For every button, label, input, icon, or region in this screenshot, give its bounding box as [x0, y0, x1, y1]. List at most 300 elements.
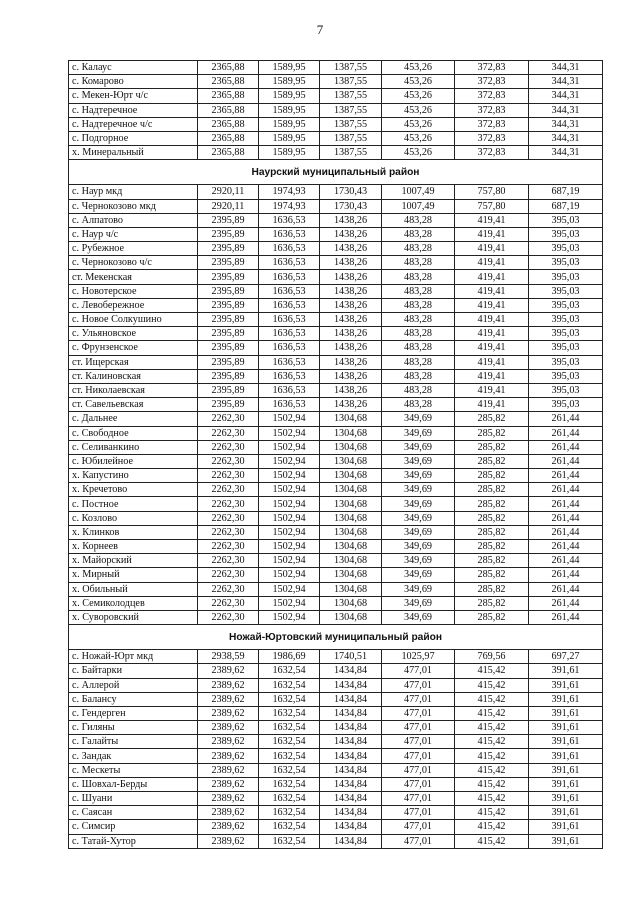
value-cell: 395,03	[529, 369, 603, 383]
value-cell: 1730,43	[320, 199, 382, 213]
value-cell: 395,03	[529, 355, 603, 369]
value-cell: 1434,84	[320, 763, 382, 777]
value-cell: 419,41	[455, 270, 529, 284]
table-row	[69, 117, 603, 131]
value-cell: 1589,95	[259, 146, 320, 160]
value-cell: 349,69	[382, 610, 455, 624]
value-cell: 2395,89	[198, 242, 259, 256]
value-cell: 372,83	[455, 103, 529, 117]
value-cell: 2395,89	[198, 383, 259, 397]
value-cell: 344,31	[529, 61, 603, 75]
value-cell: 2262,30	[198, 582, 259, 596]
value-cell: 2395,89	[198, 270, 259, 284]
value-cell: 2395,89	[198, 341, 259, 355]
value-cell: 769,56	[455, 650, 529, 664]
value-cell: 2395,89	[198, 298, 259, 312]
value-cell: 1632,54	[259, 692, 320, 706]
settlement-name-cell: с. Рубежное	[69, 242, 198, 256]
table-row	[69, 735, 603, 749]
value-cell: 453,26	[382, 75, 455, 89]
settlement-name-cell: с. Селиванкино	[69, 440, 198, 454]
settlement-name-cell: с. Надтеречное	[69, 103, 198, 117]
value-cell: 285,82	[455, 554, 529, 568]
value-cell: 415,42	[455, 735, 529, 749]
value-cell: 395,03	[529, 227, 603, 241]
value-cell: 1438,26	[320, 327, 382, 341]
value-cell: 285,82	[455, 511, 529, 525]
value-cell: 2938,59	[198, 650, 259, 664]
settlement-name-cell: с. Аллерой	[69, 678, 198, 692]
value-cell: 483,28	[382, 270, 455, 284]
value-cell: 1632,54	[259, 735, 320, 749]
value-cell: 483,28	[382, 341, 455, 355]
table-row	[69, 270, 603, 284]
value-cell: 2262,30	[198, 469, 259, 483]
value-cell: 1632,54	[259, 664, 320, 678]
value-cell: 285,82	[455, 454, 529, 468]
value-cell: 344,31	[529, 117, 603, 131]
table-row	[69, 582, 603, 596]
value-cell: 1502,94	[259, 568, 320, 582]
settlement-name-cell: х. Капустино	[69, 469, 198, 483]
value-cell: 1434,84	[320, 820, 382, 834]
settlement-name-cell: с. Шуани	[69, 792, 198, 806]
value-cell: 395,03	[529, 213, 603, 227]
value-cell: 2262,30	[198, 440, 259, 454]
value-cell: 419,41	[455, 242, 529, 256]
value-cell: 2365,88	[198, 75, 259, 89]
table-row	[69, 355, 603, 369]
value-cell: 1636,53	[259, 213, 320, 227]
value-cell: 285,82	[455, 483, 529, 497]
table-row	[69, 721, 603, 735]
settlement-name-cell: с. Байтарки	[69, 664, 198, 678]
value-cell: 1636,53	[259, 227, 320, 241]
value-cell: 1589,95	[259, 89, 320, 103]
value-cell: 2389,62	[198, 806, 259, 820]
table-row	[69, 483, 603, 497]
value-cell: 2262,30	[198, 596, 259, 610]
settlement-name-cell: с. Алпатово	[69, 213, 198, 227]
value-cell: 349,69	[382, 582, 455, 596]
value-cell: 2365,88	[198, 117, 259, 131]
value-cell: 415,42	[455, 763, 529, 777]
value-cell: 391,61	[529, 820, 603, 834]
value-cell: 1636,53	[259, 298, 320, 312]
table-row	[69, 554, 603, 568]
value-cell: 477,01	[382, 777, 455, 791]
value-cell: 477,01	[382, 692, 455, 706]
value-cell: 261,44	[529, 511, 603, 525]
value-cell: 477,01	[382, 749, 455, 763]
settlement-name-cell: с. Балансу	[69, 692, 198, 706]
value-cell: 477,01	[382, 721, 455, 735]
value-cell: 1438,26	[320, 242, 382, 256]
value-cell: 1636,53	[259, 398, 320, 412]
settlement-name-cell: х. Мирный	[69, 568, 198, 582]
settlement-name-cell: х. Клинков	[69, 525, 198, 539]
value-cell: 1502,94	[259, 540, 320, 554]
value-cell: 261,44	[529, 426, 603, 440]
value-cell: 349,69	[382, 554, 455, 568]
value-cell: 349,69	[382, 511, 455, 525]
value-cell: 453,26	[382, 131, 455, 145]
section-title: Наурский муниципальный район	[69, 160, 603, 185]
value-cell: 395,03	[529, 398, 603, 412]
value-cell: 344,31	[529, 131, 603, 145]
table-row	[69, 777, 603, 791]
value-cell: 285,82	[455, 525, 529, 539]
value-cell: 2389,62	[198, 763, 259, 777]
value-cell: 1387,55	[320, 61, 382, 75]
value-cell: 1434,84	[320, 834, 382, 848]
table-row	[69, 440, 603, 454]
value-cell: 1632,54	[259, 706, 320, 720]
table-row	[69, 678, 603, 692]
value-cell: 1304,68	[320, 540, 382, 554]
value-cell: 344,31	[529, 89, 603, 103]
settlement-name-cell: с. Мекен-Юрт ч/с	[69, 89, 198, 103]
value-cell: 419,41	[455, 313, 529, 327]
value-cell: 1387,55	[320, 146, 382, 160]
value-cell: 2365,88	[198, 61, 259, 75]
value-cell: 453,26	[382, 89, 455, 103]
value-cell: 261,44	[529, 497, 603, 511]
table-row	[69, 497, 603, 511]
value-cell: 1502,94	[259, 582, 320, 596]
value-cell: 2262,30	[198, 426, 259, 440]
value-cell: 2262,30	[198, 554, 259, 568]
value-cell: 1502,94	[259, 610, 320, 624]
value-cell: 2262,30	[198, 525, 259, 539]
settlement-name-cell: х. Минеральный	[69, 146, 198, 160]
value-cell: 1434,84	[320, 706, 382, 720]
settlement-name-cell: ст. Мекенская	[69, 270, 198, 284]
value-cell: 1434,84	[320, 678, 382, 692]
value-cell: 1304,68	[320, 525, 382, 539]
value-cell: 391,61	[529, 806, 603, 820]
value-cell: 1632,54	[259, 777, 320, 791]
value-cell: 2262,30	[198, 568, 259, 582]
value-cell: 285,82	[455, 440, 529, 454]
value-cell: 477,01	[382, 735, 455, 749]
value-cell: 349,69	[382, 440, 455, 454]
value-cell: 1502,94	[259, 454, 320, 468]
value-cell: 415,42	[455, 834, 529, 848]
value-cell: 344,31	[529, 75, 603, 89]
value-cell: 1502,94	[259, 525, 320, 539]
table-row	[69, 454, 603, 468]
value-cell: 349,69	[382, 568, 455, 582]
value-cell: 2389,62	[198, 692, 259, 706]
table-row	[69, 61, 603, 75]
value-cell: 1438,26	[320, 369, 382, 383]
value-cell: 285,82	[455, 426, 529, 440]
value-cell: 2389,62	[198, 678, 259, 692]
value-cell: 483,28	[382, 227, 455, 241]
value-cell: 2395,89	[198, 327, 259, 341]
value-cell: 1636,53	[259, 242, 320, 256]
value-cell: 1589,95	[259, 117, 320, 131]
value-cell: 2389,62	[198, 749, 259, 763]
settlement-name-cell: с. Фрунзенское	[69, 341, 198, 355]
settlement-name-cell: с. Мескеты	[69, 763, 198, 777]
value-cell: 395,03	[529, 242, 603, 256]
value-cell: 261,44	[529, 440, 603, 454]
value-cell: 2262,30	[198, 540, 259, 554]
value-cell: 1636,53	[259, 284, 320, 298]
table-row	[69, 820, 603, 834]
value-cell: 1387,55	[320, 75, 382, 89]
value-cell: 415,42	[455, 777, 529, 791]
value-cell: 2262,30	[198, 483, 259, 497]
value-cell: 391,61	[529, 721, 603, 735]
value-cell: 415,42	[455, 678, 529, 692]
value-cell: 1632,54	[259, 820, 320, 834]
value-cell: 1438,26	[320, 270, 382, 284]
value-cell: 261,44	[529, 596, 603, 610]
value-cell: 453,26	[382, 117, 455, 131]
value-cell: 757,80	[455, 185, 529, 199]
value-cell: 419,41	[455, 284, 529, 298]
settlement-name-cell: с. Дальнее	[69, 412, 198, 426]
value-cell: 2395,89	[198, 284, 259, 298]
value-cell: 391,61	[529, 792, 603, 806]
value-cell: 483,28	[382, 213, 455, 227]
value-cell: 1502,94	[259, 554, 320, 568]
table-row	[69, 511, 603, 525]
value-cell: 261,44	[529, 582, 603, 596]
value-cell: 419,41	[455, 355, 529, 369]
value-cell: 2920,11	[198, 199, 259, 213]
value-cell: 1025,97	[382, 650, 455, 664]
value-cell: 1434,84	[320, 792, 382, 806]
table-body	[69, 61, 603, 849]
value-cell: 1387,55	[320, 103, 382, 117]
settlement-name-cell: с. Гендерген	[69, 706, 198, 720]
value-cell: 1438,26	[320, 298, 382, 312]
page-number: 7	[316, 22, 324, 37]
value-cell: 687,19	[529, 185, 603, 199]
settlement-name-cell: ст. Калиновская	[69, 369, 198, 383]
value-cell: 2365,88	[198, 103, 259, 117]
value-cell: 285,82	[455, 596, 529, 610]
value-cell: 757,80	[455, 199, 529, 213]
table-row	[69, 369, 603, 383]
value-cell: 1007,49	[382, 199, 455, 213]
value-cell: 395,03	[529, 270, 603, 284]
settlement-name-cell: ст. Савельевская	[69, 398, 198, 412]
value-cell: 1438,26	[320, 256, 382, 270]
value-cell: 1304,68	[320, 497, 382, 511]
value-cell: 349,69	[382, 469, 455, 483]
settlement-name-cell: с. Чернокозово ч/с	[69, 256, 198, 270]
settlement-name-cell: с. Наур ч/с	[69, 227, 198, 241]
value-cell: 1636,53	[259, 355, 320, 369]
value-cell: 415,42	[455, 792, 529, 806]
value-cell: 1434,84	[320, 777, 382, 791]
value-cell: 1304,68	[320, 596, 382, 610]
value-cell: 1434,84	[320, 806, 382, 820]
table-row	[69, 242, 603, 256]
value-cell: 391,61	[529, 664, 603, 678]
value-cell: 395,03	[529, 313, 603, 327]
value-cell: 261,44	[529, 554, 603, 568]
value-cell: 261,44	[529, 610, 603, 624]
value-cell: 1636,53	[259, 256, 320, 270]
value-cell: 1589,95	[259, 131, 320, 145]
value-cell: 391,61	[529, 706, 603, 720]
table-row	[69, 75, 603, 89]
value-cell: 285,82	[455, 610, 529, 624]
value-cell: 2395,89	[198, 227, 259, 241]
value-cell: 453,26	[382, 146, 455, 160]
table-row	[69, 185, 603, 199]
value-cell: 372,83	[455, 61, 529, 75]
value-cell: 285,82	[455, 540, 529, 554]
value-cell: 391,61	[529, 735, 603, 749]
value-cell: 1740,51	[320, 650, 382, 664]
table-row	[69, 146, 603, 160]
settlement-name-cell: х. Обильный	[69, 582, 198, 596]
table-row	[69, 596, 603, 610]
value-cell: 415,42	[455, 664, 529, 678]
value-cell: 2389,62	[198, 664, 259, 678]
value-cell: 1502,94	[259, 469, 320, 483]
value-cell: 1502,94	[259, 440, 320, 454]
table-row	[69, 103, 603, 117]
settlement-name-cell: с. Подгорное	[69, 131, 198, 145]
settlement-name-cell: х. Суворовский	[69, 610, 198, 624]
value-cell: 2395,89	[198, 313, 259, 327]
value-cell: 415,42	[455, 820, 529, 834]
value-cell: 1589,95	[259, 61, 320, 75]
table-row	[69, 89, 603, 103]
value-cell: 483,28	[382, 355, 455, 369]
value-cell: 261,44	[529, 525, 603, 539]
table-row	[69, 426, 603, 440]
value-cell: 1636,53	[259, 369, 320, 383]
value-cell: 391,61	[529, 834, 603, 848]
value-cell: 395,03	[529, 256, 603, 270]
value-cell: 419,41	[455, 256, 529, 270]
value-cell: 1730,43	[320, 185, 382, 199]
value-cell: 2389,62	[198, 792, 259, 806]
value-cell: 349,69	[382, 454, 455, 468]
value-cell: 2262,30	[198, 610, 259, 624]
value-cell: 2262,30	[198, 497, 259, 511]
value-cell: 1434,84	[320, 692, 382, 706]
value-cell: 395,03	[529, 341, 603, 355]
value-cell: 477,01	[382, 664, 455, 678]
value-cell: 395,03	[529, 383, 603, 397]
table-row	[69, 692, 603, 706]
value-cell: 483,28	[382, 284, 455, 298]
value-cell: 261,44	[529, 540, 603, 554]
settlement-name-cell: с. Козлово	[69, 511, 198, 525]
value-cell: 2262,30	[198, 454, 259, 468]
value-cell: 415,42	[455, 749, 529, 763]
value-cell: 1387,55	[320, 89, 382, 103]
table-row	[69, 806, 603, 820]
section-header-row	[69, 160, 603, 185]
value-cell: 483,28	[382, 327, 455, 341]
value-cell: 1304,68	[320, 483, 382, 497]
value-cell: 419,41	[455, 227, 529, 241]
value-cell: 285,82	[455, 412, 529, 426]
table-row	[69, 327, 603, 341]
value-cell: 1438,26	[320, 284, 382, 298]
value-cell: 483,28	[382, 242, 455, 256]
value-cell: 349,69	[382, 426, 455, 440]
value-cell: 2365,88	[198, 146, 259, 160]
value-cell: 1438,26	[320, 355, 382, 369]
value-cell: 1434,84	[320, 664, 382, 678]
value-cell: 2389,62	[198, 735, 259, 749]
value-cell: 372,83	[455, 131, 529, 145]
value-cell: 1304,68	[320, 511, 382, 525]
value-cell: 1304,68	[320, 412, 382, 426]
value-cell: 1434,84	[320, 735, 382, 749]
value-cell: 419,41	[455, 213, 529, 227]
value-cell: 1632,54	[259, 806, 320, 820]
value-cell: 483,28	[382, 256, 455, 270]
value-cell: 391,61	[529, 777, 603, 791]
value-cell: 2389,62	[198, 777, 259, 791]
table-row	[69, 749, 603, 763]
value-cell: 1304,68	[320, 610, 382, 624]
value-cell: 395,03	[529, 327, 603, 341]
table-row	[69, 706, 603, 720]
settlement-name-cell: с. Свободное	[69, 426, 198, 440]
settlement-name-cell: с. Надтеречное ч/с	[69, 117, 198, 131]
table-row	[69, 763, 603, 777]
value-cell: 419,41	[455, 341, 529, 355]
value-cell: 344,31	[529, 146, 603, 160]
table-row	[69, 284, 603, 298]
value-cell: 483,28	[382, 298, 455, 312]
value-cell: 261,44	[529, 469, 603, 483]
value-cell: 419,41	[455, 383, 529, 397]
value-cell: 2365,88	[198, 131, 259, 145]
value-cell: 697,27	[529, 650, 603, 664]
table-row	[69, 792, 603, 806]
value-cell: 391,61	[529, 692, 603, 706]
value-cell: 1304,68	[320, 440, 382, 454]
value-cell: 1636,53	[259, 270, 320, 284]
value-cell: 477,01	[382, 834, 455, 848]
value-cell: 419,41	[455, 369, 529, 383]
settlement-name-cell: с. Ульяновское	[69, 327, 198, 341]
value-cell: 349,69	[382, 596, 455, 610]
settlement-name-cell: с. Новотерское	[69, 284, 198, 298]
table-row	[69, 834, 603, 848]
settlement-name-cell: с. Наур мкд	[69, 185, 198, 199]
value-cell: 477,01	[382, 792, 455, 806]
value-cell: 1632,54	[259, 792, 320, 806]
value-cell: 415,42	[455, 692, 529, 706]
value-cell: 1304,68	[320, 568, 382, 582]
settlement-name-cell: с. Новое Солкушино	[69, 313, 198, 327]
table-row	[69, 650, 603, 664]
value-cell: 1974,93	[259, 199, 320, 213]
value-cell: 261,44	[529, 454, 603, 468]
value-cell: 1636,53	[259, 313, 320, 327]
value-cell: 372,83	[455, 146, 529, 160]
settlement-name-cell: х. Семиколодцев	[69, 596, 198, 610]
value-cell: 1974,93	[259, 185, 320, 199]
value-cell: 261,44	[529, 412, 603, 426]
